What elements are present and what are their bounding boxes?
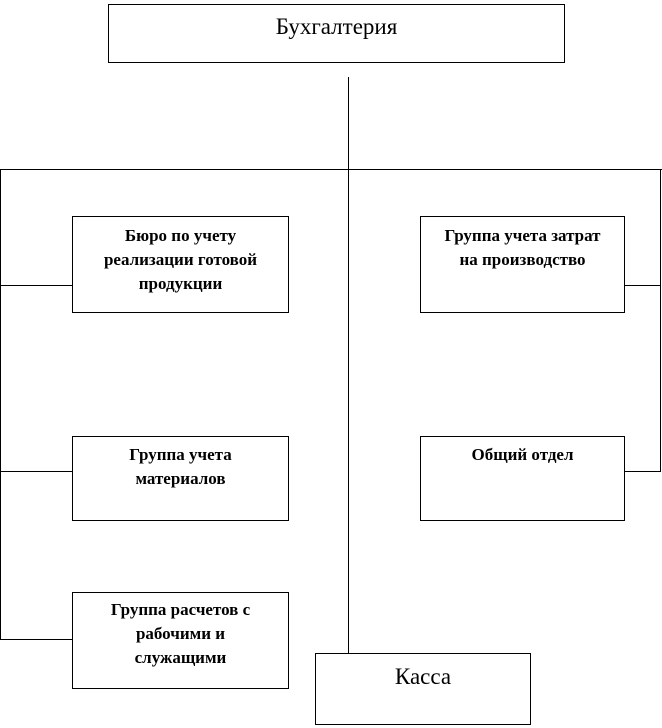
connector-right-rail xyxy=(660,169,661,471)
connector-left-2 xyxy=(0,471,72,472)
connector-right-1 xyxy=(624,285,661,286)
unit-label: Касса xyxy=(394,664,452,689)
unit-label: Бюро по учету реализации готовой продукции xyxy=(103,226,258,293)
unit-label: Группа расчетов с рабочими и служащими xyxy=(110,600,251,667)
connector-left-3 xyxy=(0,639,72,640)
connector-left-1 xyxy=(0,285,72,286)
unit-label: Группа учета затрат на производство xyxy=(444,226,601,269)
root-box-accounting xyxy=(108,4,565,63)
unit-label: Общий отдел xyxy=(471,445,574,464)
connector-left-rail xyxy=(0,169,1,640)
unit-box-production-costs-group xyxy=(420,216,625,313)
unit-label: Группа учета материалов xyxy=(129,445,232,488)
unit-box-sales-bureau xyxy=(72,216,289,313)
connector-root-trunk xyxy=(348,77,349,653)
unit-box-payroll-group xyxy=(72,592,289,689)
connector-top-bus xyxy=(0,169,662,170)
unit-box-cashier xyxy=(315,653,531,725)
unit-box-materials-group xyxy=(72,436,289,521)
unit-box-general-department xyxy=(420,436,625,521)
connector-right-2 xyxy=(624,471,661,472)
root-box-label: Бухгалтерия xyxy=(275,14,398,39)
